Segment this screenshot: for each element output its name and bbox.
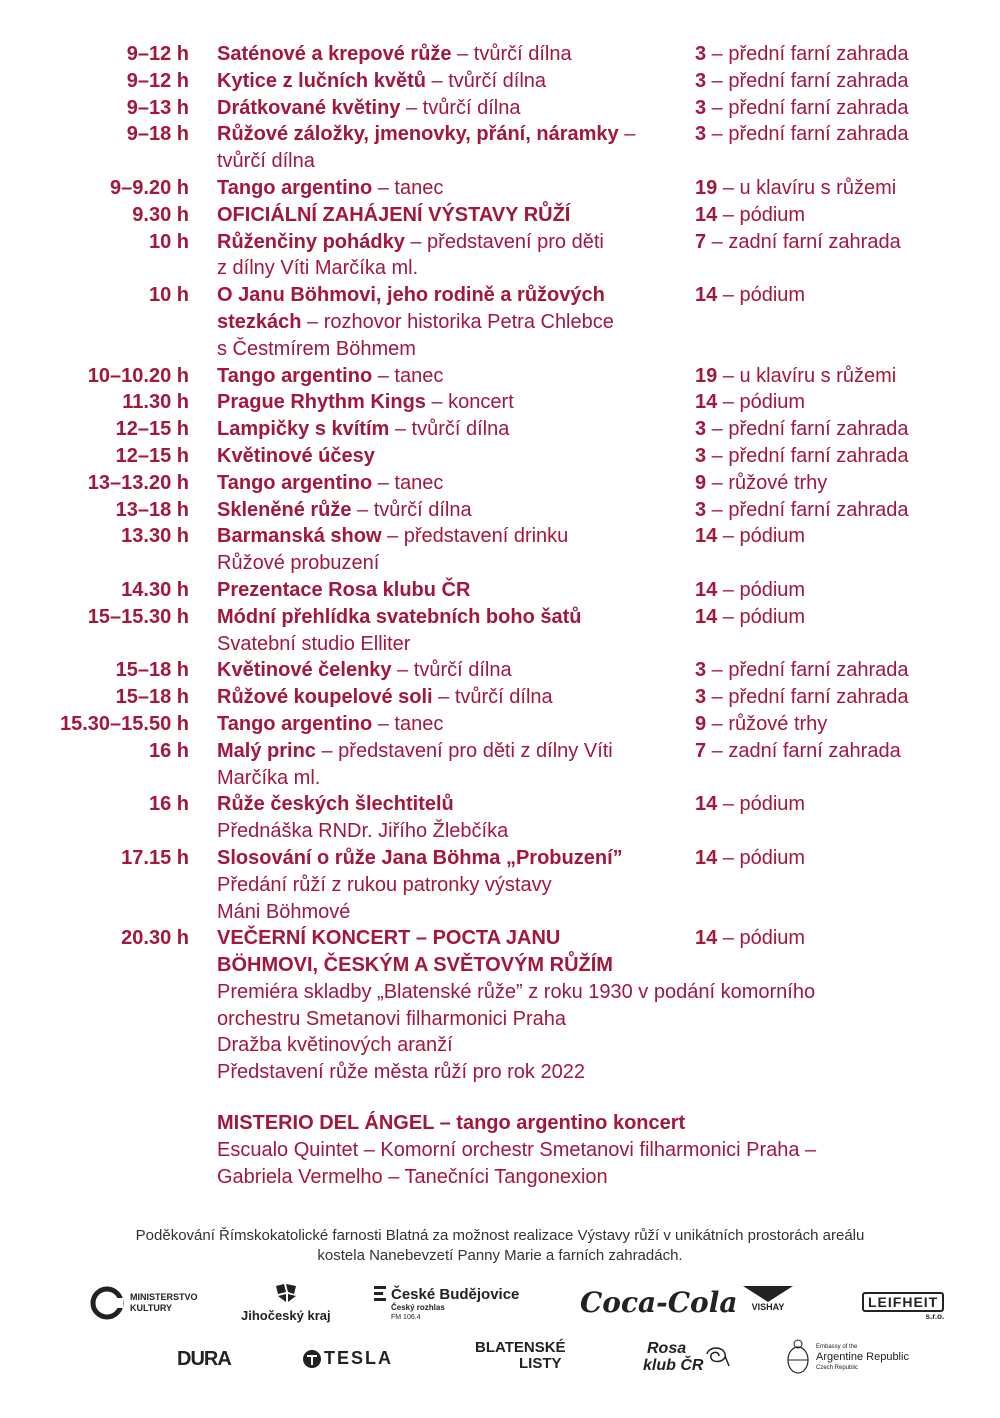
event-title: Barmanská show: [217, 525, 382, 548]
cb-sub-2: FM 106.4: [391, 1314, 421, 1321]
event-detail-line: Předání růží z rukou patronky výstavy: [217, 873, 552, 896]
location-number: 14: [695, 927, 718, 950]
event-second-line: [217, 952, 695, 979]
rosa-klub-logo: [643, 1340, 731, 1374]
schedule-row: [0, 175, 1000, 202]
event-detail-line: Máni Böhmové: [217, 900, 351, 923]
location-number: 7: [695, 230, 707, 253]
event-time: 9–12 h: [126, 69, 189, 92]
event-first-line: [217, 470, 695, 497]
event-detail-line: Růžové probuzení: [217, 552, 380, 575]
event-time: 15.30–15.50 h: [60, 712, 189, 735]
schedule-row: [0, 68, 1000, 95]
event-first-line: [217, 175, 695, 202]
ministerstvo-line-1: MINISTERSTVO: [130, 1292, 198, 1302]
event-description: [217, 416, 695, 443]
event-time: 14.30 h: [121, 578, 189, 601]
rosa-line-2: klub ČR: [643, 1357, 704, 1374]
event-title: O Janu Böhmovi, jeho rodině a růžových: [217, 284, 605, 307]
ceske-budejovice-radio-logo: [374, 1286, 519, 1322]
jihocesky-kraj-logo: [241, 1282, 331, 1323]
event-type: – představení drinku: [381, 525, 569, 548]
event-title: OFICIÁLNÍ ZAHÁJENÍ VÝSTAVY RŮŽÍ: [217, 203, 571, 226]
event-location: [695, 845, 995, 925]
location-name: – pódium: [717, 203, 806, 226]
ministerstvo-kultury-logo: [90, 1286, 198, 1320]
event-type: – koncert: [425, 391, 514, 414]
event-description: [217, 604, 695, 658]
jihocesky-emblem-icon: [272, 1282, 300, 1304]
location-name: – pódium: [717, 284, 806, 307]
schedule-row: [0, 657, 1000, 684]
location-number: 19: [695, 176, 718, 199]
event-location: [695, 684, 995, 711]
event-title: Tango argentino: [217, 471, 373, 494]
event-type: – tvůrčí dílna: [432, 686, 553, 709]
cb-sub-1: Český rozhlas: [391, 1303, 445, 1312]
event-location: [695, 738, 995, 792]
location-number: 14: [695, 203, 718, 226]
tesla-circle-icon: [302, 1349, 322, 1369]
event-time: 15–18 h: [115, 686, 189, 709]
event-first-line: [217, 523, 695, 550]
location-name: – přední farní zahrada: [706, 43, 909, 65]
event-time: 13–18 h: [115, 498, 189, 521]
event-title: Drátkované květiny: [217, 96, 401, 119]
event-location: [695, 577, 995, 604]
event-description: [217, 711, 695, 738]
event-location: [695, 363, 995, 390]
event-first-line: [217, 925, 695, 952]
event-first-line: [217, 416, 695, 443]
event-type: – tvůrčí dílna: [351, 498, 472, 521]
concert-details-spacer: [0, 979, 189, 1086]
event-description: [217, 497, 695, 524]
event-title: Růžové záložky, jmenovky, přání, náramky: [217, 123, 619, 146]
event-description: [217, 175, 695, 202]
location-number: 19: [695, 364, 718, 387]
event-location: [695, 202, 995, 229]
location-name: – růžové trhy: [706, 712, 828, 735]
event-description: [217, 282, 695, 362]
event-title: Růže českých šlechtitelů: [217, 793, 454, 816]
schedule-row: [0, 604, 1000, 658]
location-number: 3: [695, 418, 707, 441]
event-title: Malý princ: [217, 739, 316, 762]
event-type: – tanec: [372, 712, 444, 735]
location-number: 9: [695, 712, 707, 735]
location-name: – přední farní zahrada: [706, 659, 909, 682]
ministerstvo-emblem-icon: [90, 1286, 124, 1320]
event-first-line: [217, 389, 695, 416]
event-first-line: [217, 282, 695, 309]
schedule-row: [0, 202, 1000, 229]
misterio-line: Gabriela Vermelho – Tanečníci Tangonexion: [217, 1165, 608, 1188]
event-description: [217, 577, 695, 604]
event-first-line: [217, 363, 695, 390]
argentine-coat-of-arms-icon: [786, 1338, 810, 1376]
event-title-continued: stezkách: [217, 310, 302, 333]
location-number: 14: [695, 391, 718, 414]
location-name: – růžové trhy: [706, 471, 828, 494]
schedule-row: [0, 470, 1000, 497]
event-description: [217, 791, 695, 845]
event-title: Skleněné růže: [217, 498, 352, 521]
event-detail-line: Přednáška RNDr. Jiřího Žlebčíka: [217, 820, 509, 843]
sponsor-logos-row-2: [0, 1338, 1000, 1382]
schedule-row: [0, 121, 1000, 175]
event-title: Tango argentino: [217, 364, 373, 387]
event-time: 9–9.20 h: [110, 176, 189, 199]
misterio-block: [217, 1110, 917, 1190]
event-location: [695, 121, 995, 175]
schedule-row: [0, 389, 1000, 416]
event-title: Tango argentino: [217, 712, 373, 735]
vishay-triangle-icon: [743, 1286, 793, 1302]
leifheit-sub: s.r.o.: [925, 1312, 945, 1321]
event-location: [695, 791, 995, 845]
location-name: – přední farní zahrada: [706, 498, 909, 521]
event-type: – tvůrčí dílna: [400, 96, 521, 119]
event-type: – představení pro děti z dílny Víti: [315, 739, 613, 762]
event-description: [217, 41, 695, 68]
location-number: 3: [695, 686, 707, 709]
event-time: 13–13.20 h: [87, 471, 189, 494]
event-first-line: [217, 121, 695, 148]
event-location: [695, 389, 995, 416]
event-location: [695, 282, 995, 362]
schedule-row: [0, 577, 1000, 604]
event-title: Slosování o růže Jana Böhma „Probuzení”: [217, 846, 623, 869]
blatenske-listy-logo: [475, 1340, 566, 1372]
argentine-embassy-logo: [786, 1338, 909, 1376]
coca-cola-text: Coca-Cola: [580, 1286, 738, 1319]
blatenske-line-1: BLATENSKÉ: [475, 1339, 566, 1356]
event-description: [217, 657, 695, 684]
location-name: – přední farní zahrada: [706, 123, 909, 146]
event-time: 13.30 h: [121, 525, 189, 548]
location-name: – pódium: [717, 391, 806, 414]
event-location: [695, 41, 995, 68]
event-type: – představení pro děti: [404, 230, 604, 253]
location-name: – zadní farní zahrada: [706, 230, 901, 253]
jihocesky-text: Jihočeský kraj: [241, 1308, 331, 1323]
acknowledgement-line-1: Poděkování Římskokatolické farnosti Blatná za možnost realizace Výstavy růží v unikátních prostorách areálu: [135, 1227, 865, 1244]
event-time: 20.30 h: [121, 927, 189, 950]
location-number: 9: [695, 471, 707, 494]
vishay-logo: [743, 1286, 793, 1312]
event-second-line: [217, 309, 695, 336]
event-first-line: [217, 845, 695, 872]
location-number: 3: [695, 498, 707, 521]
vishay-text: VISHAY: [751, 1302, 785, 1312]
schedule-row: [0, 363, 1000, 390]
schedule-row: [0, 523, 1000, 577]
event-description: [217, 738, 695, 792]
event-description: [217, 389, 695, 416]
event-first-line: [217, 711, 695, 738]
location-number: 3: [695, 659, 707, 682]
event-time: 12–15 h: [115, 444, 189, 467]
event-description: [217, 925, 695, 979]
event-detail-line: z dílny Víti Marčíka ml.: [217, 257, 419, 280]
event-first-line: [217, 738, 695, 765]
event-time: 10 h: [148, 230, 189, 253]
misterio-spacer: [0, 1110, 189, 1190]
event-description: [217, 95, 695, 122]
event-first-line: [217, 202, 695, 229]
location-name: – zadní farní zahrada: [706, 739, 901, 762]
event-time: 17.15 h: [121, 846, 189, 869]
event-location: [695, 497, 995, 524]
location-name: – pódium: [717, 793, 806, 816]
event-location: [695, 711, 995, 738]
embassy-line-3: Czech Republic: [816, 1364, 859, 1371]
cb-title: České Budějovice: [391, 1286, 520, 1303]
sponsor-logos-row-1: [0, 1282, 1000, 1332]
event-description: [217, 363, 695, 390]
location-number: 14: [695, 605, 718, 628]
concert-details: [217, 979, 917, 1086]
acknowledgement: [0, 1226, 1000, 1266]
event-title: Prezentace Rosa klubu ČR: [217, 578, 471, 601]
location-number: 3: [695, 69, 707, 92]
location-number: 14: [695, 284, 718, 307]
event-description: [217, 121, 695, 175]
event-time: 10–10.20 h: [87, 364, 189, 387]
location-number: 3: [695, 123, 707, 146]
location-name: – přední farní zahrada: [706, 418, 909, 441]
event-first-line: [217, 229, 695, 256]
schedule-row: [0, 95, 1000, 122]
concert-detail-line: Představení růže města růží pro rok 2022: [217, 1061, 585, 1084]
event-description: [217, 470, 695, 497]
event-title: Kytice z lučních květů: [217, 69, 426, 92]
event-time: 10 h: [148, 284, 189, 307]
event-location: [695, 175, 995, 202]
dura-text: DURA: [177, 1348, 231, 1370]
event-description: [217, 684, 695, 711]
event-description: [217, 202, 695, 229]
event-type: –: [618, 123, 636, 146]
event-location: [695, 416, 995, 443]
concert-detail-line: Dražba květinových aranží: [217, 1034, 453, 1057]
schedule-row: [0, 497, 1000, 524]
schedule-row: [0, 791, 1000, 845]
schedule-row: [0, 41, 1000, 68]
event-title: Růžové koupelové soli: [217, 686, 433, 709]
concert-detail-line: orchestru Smetanovi filharmonici Praha: [217, 1007, 567, 1030]
tesla-text: TESLA: [324, 1348, 394, 1368]
location-name: – přední farní zahrada: [706, 96, 909, 119]
event-title-continued: BÖHMOVI, ČESKÝM A SVĚTOVÝM RŮŽÍM: [217, 954, 613, 977]
location-number: 14: [695, 846, 718, 869]
event-first-line: [217, 684, 695, 711]
schedule-row: [0, 443, 1000, 470]
event-first-line: [217, 604, 695, 631]
leifheit-logo: [862, 1292, 944, 1321]
location-number: 14: [695, 793, 718, 816]
location-number: 7: [695, 739, 707, 762]
event-detail-line: Marčíka ml.: [217, 766, 321, 789]
location-name: – přední farní zahrada: [706, 69, 909, 92]
event-location: [695, 657, 995, 684]
schedule-row: [0, 416, 1000, 443]
event-title: Módní přehlídka svatebních boho šatů: [217, 605, 582, 628]
event-first-line: [217, 41, 695, 68]
event-location: [695, 68, 995, 95]
embassy-line-1: Embassy of the: [816, 1343, 858, 1350]
misterio-row: [0, 1110, 1000, 1190]
event-location: [695, 925, 995, 979]
event-title: Květinové čelenky: [217, 659, 392, 682]
location-name: – pódium: [717, 846, 806, 869]
schedule-row: [0, 738, 1000, 792]
location-number: 14: [695, 578, 718, 601]
schedule: [0, 41, 1000, 1190]
event-title: Lampičky s kvítím: [217, 418, 390, 441]
event-detail-line: s Čestmírem Böhmem: [217, 337, 416, 360]
event-title: VEČERNÍ KONCERT – POCTA JANU: [217, 927, 561, 950]
location-name: – pódium: [717, 605, 806, 628]
event-time: 9–18 h: [126, 123, 189, 146]
event-title: Růženčiny pohádky: [217, 230, 405, 253]
location-name: – pódium: [717, 927, 806, 950]
tesla-logo: [302, 1348, 393, 1369]
event-time: 16 h: [148, 739, 189, 762]
dura-logo: [177, 1348, 231, 1371]
location-name: – přední farní zahrada: [706, 444, 909, 467]
schedule-row: [0, 229, 1000, 283]
event-description: [217, 523, 695, 577]
event-location: [695, 95, 995, 122]
event-detail-line: tvůrčí dílna: [217, 150, 315, 173]
location-number: 3: [695, 96, 707, 119]
event-type: – tvůrčí dílna: [451, 43, 572, 65]
event-description: [217, 68, 695, 95]
event-first-line: [217, 95, 695, 122]
event-description: [217, 229, 695, 283]
event-first-line: [217, 443, 695, 470]
concert-detail-line: Premiéra skladby „Blatenské růže” z roku 1930 v podání komorního: [217, 980, 816, 1003]
location-number: 14: [695, 525, 718, 548]
schedule-row: [0, 282, 1000, 362]
event-type: – tvůrčí dílna: [391, 659, 512, 682]
location-name: – u klavíru s růžemi: [717, 364, 897, 387]
event-description: [217, 443, 695, 470]
event-first-line: [217, 497, 695, 524]
misterio-line: Escualo Quintet – Komorní orchestr Smetanovi filharmonici Praha –: [217, 1138, 817, 1161]
section-gap: [0, 1086, 1000, 1110]
event-type: – tanec: [372, 364, 444, 387]
event-time: 12–15 h: [115, 418, 189, 441]
event-detail-line: Svatební studio Elliter: [217, 632, 411, 655]
radio-bars-icon: [374, 1286, 386, 1302]
coca-cola-logo: [580, 1286, 738, 1319]
location-name: – přední farní zahrada: [706, 686, 909, 709]
schedule-row: [0, 684, 1000, 711]
leifheit-text: LEIFHEIT: [862, 1292, 944, 1312]
event-title: Tango argentino: [217, 176, 373, 199]
event-first-line: [217, 577, 695, 604]
event-location: [695, 443, 995, 470]
event-time: 9–13 h: [126, 96, 189, 119]
event-first-line: [217, 657, 695, 684]
event-type: – tvůrčí dílna: [389, 418, 510, 441]
rosa-line-1: Rosa: [647, 1340, 687, 1357]
acknowledgement-line-2: kostela Nanebevzetí Panny Marie a farních zahradách.: [317, 1247, 683, 1264]
event-time: 16 h: [148, 793, 189, 816]
event-type: – tanec: [372, 471, 444, 494]
location-name: – u klavíru s růžemi: [717, 176, 897, 199]
event-location: [695, 229, 995, 283]
event-title: Prague Rhythm Kings: [217, 391, 426, 414]
event-time: 11.30 h: [122, 391, 189, 414]
location-number: 3: [695, 444, 707, 467]
embassy-line-2: Argentine Republic: [816, 1350, 909, 1363]
schedule-row: [0, 925, 1000, 979]
event-first-line: [217, 68, 695, 95]
event-time: 15–15.30 h: [87, 605, 189, 628]
ministerstvo-line-2: KULTURY: [130, 1303, 172, 1313]
event-location: [695, 604, 995, 658]
schedule-row: [0, 845, 1000, 925]
rose-sketch-icon: [703, 1344, 731, 1370]
location-name: – pódium: [717, 525, 806, 548]
event-first-line: [217, 791, 695, 818]
event-location: [695, 470, 995, 497]
location-number: 3: [695, 43, 707, 65]
event-type: – tanec: [372, 176, 444, 199]
event-title: Květinové účesy: [217, 444, 375, 467]
concert-details-row: [0, 979, 1000, 1086]
misterio-title: MISTERIO DEL ÁNGEL – tango argentino koncert: [217, 1112, 686, 1135]
location-name: – pódium: [717, 578, 806, 601]
event-type: – tvůrčí dílna: [425, 69, 547, 92]
event-time: 9.30 h: [132, 203, 189, 226]
event-title: Saténové a krepové růže: [217, 43, 452, 65]
event-location: [695, 523, 995, 577]
event-description: [217, 845, 695, 925]
event-type-continued: – rozhovor historika Petra Chlebce: [301, 310, 614, 333]
blatenske-line-2: LISTY: [519, 1355, 562, 1372]
event-time: 9–12 h: [126, 43, 189, 65]
event-time: 15–18 h: [115, 659, 189, 682]
schedule-row: [0, 711, 1000, 738]
